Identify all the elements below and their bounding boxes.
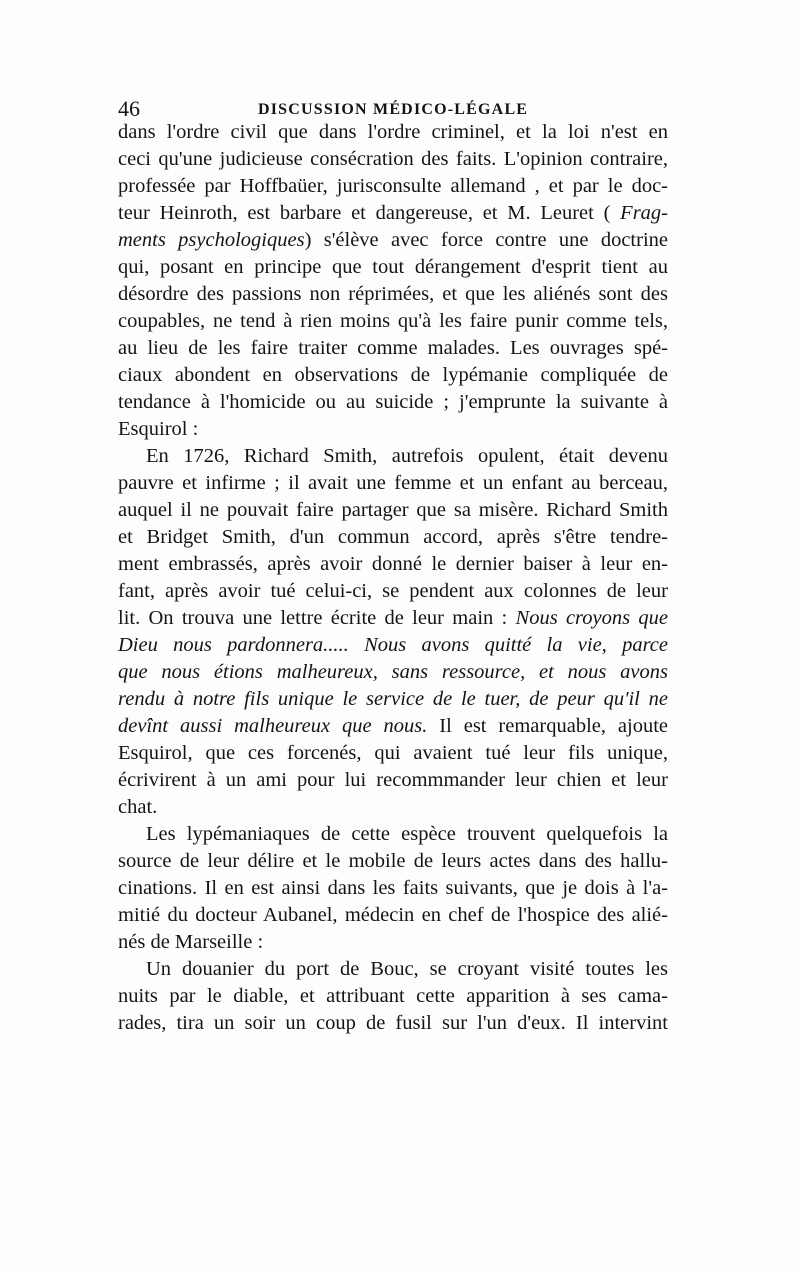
text-line: ciaux abondent en observations de lypémanie compliquée de bbox=[118, 364, 668, 386]
text-line: lit. On trouva une lettre écrite de leur main : Nous croyons que bbox=[118, 607, 668, 629]
text-line: et Bridget Smith, d'un commun accord, après s'être tendre- bbox=[118, 526, 668, 548]
text-line: rades, tira un soir un coup de fusil sur l'un d'eux. Il intervint bbox=[118, 1012, 668, 1034]
text-line: au lieu de les faire traiter comme malades. Les ouvrages spé- bbox=[118, 337, 668, 359]
text-line: professée par Hoffbaüer, jurisconsulte allemand , et par le doc- bbox=[118, 175, 668, 197]
text-line: ment embrassés, après avoir donné le dernier baiser à leur en- bbox=[118, 553, 668, 575]
text-line: source de leur délire et le mobile de leurs actes dans des hallu- bbox=[118, 850, 668, 872]
text-line: devînt aussi malheureux que nous. Il est remarquable, ajoute bbox=[118, 715, 668, 737]
text-line: coupables, ne tend à rien moins qu'à les faire punir comme tels, bbox=[118, 310, 668, 332]
text-line: dans l'ordre civil que dans l'ordre criminel, et la loi n'est en bbox=[118, 121, 668, 143]
text-line: ceci qu'une judicieuse consécration des faits. L'opinion contraire, bbox=[118, 148, 668, 170]
text-line: Un douanier du port de Bouc, se croyant visité toutes les bbox=[146, 958, 668, 980]
text-line: mitié du docteur Aubanel, médecin en chef de l'hospice des alié- bbox=[118, 904, 668, 926]
text-line: désordre des passions non réprimées, et que les aliénés sont des bbox=[118, 283, 668, 305]
text-line: Les lypémaniaques de cette espèce trouvent quelquefois la bbox=[146, 823, 668, 845]
text-line: pauvre et infirme ; il avait une femme et un enfant au berceau, bbox=[118, 472, 668, 494]
text-line: chat. bbox=[118, 796, 158, 818]
text-line: tendance à l'homicide ou au suicide ; j'emprunte la suivante à bbox=[118, 391, 668, 413]
text-line: nés de Marseille : bbox=[118, 931, 264, 953]
text-line: Esquirol, que ces forcenés, qui avaient tué leur fils unique, bbox=[118, 742, 668, 764]
text-line: ments psychologiques) s'élève avec force contre une doctrine bbox=[118, 229, 668, 251]
page-number: 46 bbox=[118, 96, 140, 121]
text-line: nuits par le diable, et attribuant cette apparition à ses cama- bbox=[118, 985, 668, 1007]
text-line: que nous étions malheureux, sans ressource, et nous avons bbox=[118, 661, 668, 683]
text-line: Dieu nous pardonnera..... Nous avons quitté la vie, parce bbox=[118, 634, 668, 656]
running-title: DISCUSSION MÉDICO-LÉGALE bbox=[258, 101, 529, 118]
text-line: qui, posant en principe que tout dérangement d'esprit tient au bbox=[118, 256, 668, 278]
text-line: auquel il ne pouvait faire partager que sa misère. Richard Smith bbox=[118, 499, 668, 521]
text-line: Esquirol : bbox=[118, 418, 199, 440]
text-line: fant, après avoir tué celui-ci, se pendent aux colonnes de leur bbox=[118, 580, 668, 602]
text-line: rendu à notre fils unique le service de le tuer, de peur qu'il ne bbox=[118, 688, 668, 710]
text-line: écrivirent à un ami pour lui recommmander leur chien et leur bbox=[118, 769, 668, 791]
text-line: cinations. Il en est ainsi dans les faits suivants, que je dois à l'a- bbox=[118, 877, 668, 899]
text-line: En 1726, Richard Smith, autrefois opulent, était devenu bbox=[146, 445, 668, 467]
text-line: teur Heinroth, est barbare et dangereuse, et M. Leuret ( Frag- bbox=[118, 202, 668, 224]
